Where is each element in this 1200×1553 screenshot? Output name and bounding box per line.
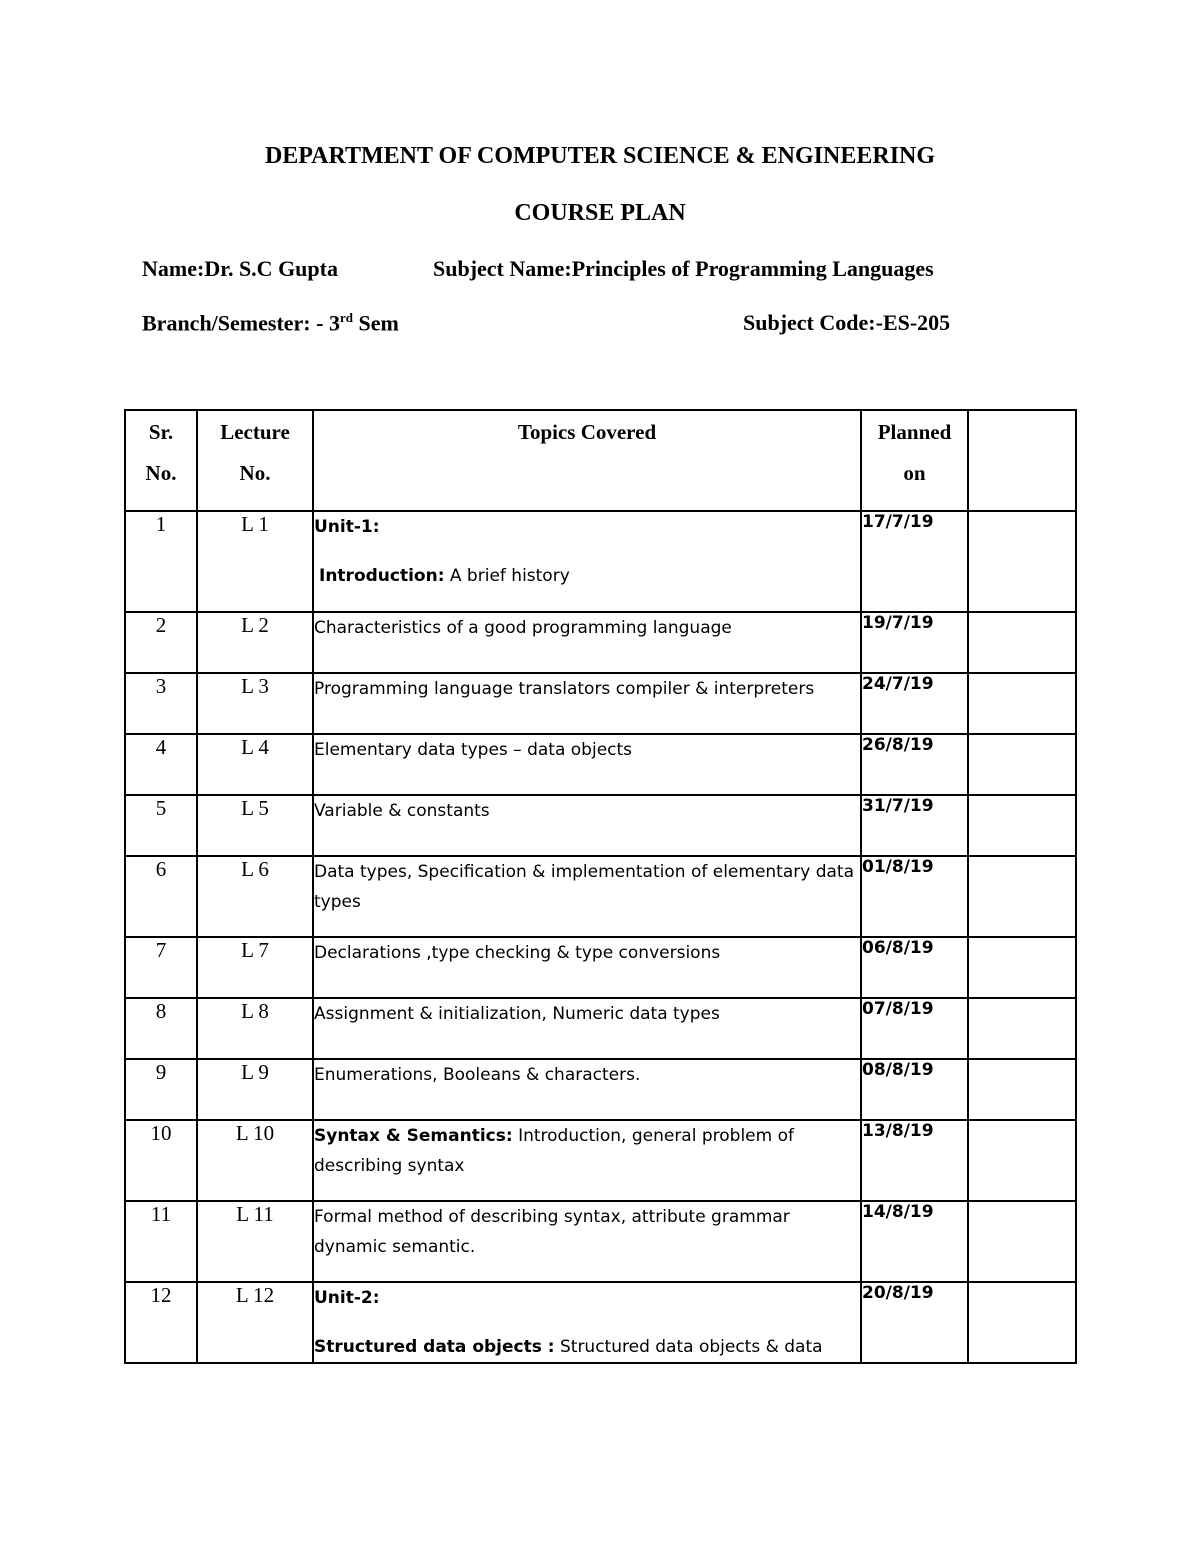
subject-label: Subject Name:	[433, 256, 572, 281]
topic-cell	[313, 511, 861, 612]
course-plan-table	[124, 409, 1077, 1364]
blank-cell	[968, 1201, 1076, 1282]
topic-text	[314, 561, 860, 591]
table-row	[125, 511, 1076, 612]
lecture-no-cell: L 1	[197, 511, 313, 612]
subject-code	[743, 310, 950, 336]
planned-date-cell: 08/8/19	[861, 1059, 968, 1120]
blank-cell	[968, 998, 1076, 1059]
planned-date-cell: 14/8/19	[861, 1201, 968, 1282]
blank-cell	[968, 673, 1076, 734]
planned-date-cell: 19/7/19	[861, 612, 968, 673]
branch-superscript: rd	[339, 310, 353, 325]
lecture-no-cell: L 9	[197, 1059, 313, 1120]
planned-date-cell: 26/8/19	[861, 734, 968, 795]
lecture-no-cell: L 10	[197, 1120, 313, 1201]
table-row	[125, 734, 1076, 795]
table-row	[125, 856, 1076, 937]
table-row	[125, 937, 1076, 998]
topic-cell: Formal method of describing syntax, attribute grammar dynamic semantic.	[313, 1201, 861, 1282]
planned-date-cell: 01/8/19	[861, 856, 968, 937]
sr-no-cell: 9	[125, 1059, 197, 1120]
lecture-no-cell: L 4	[197, 734, 313, 795]
planned-date-cell: 17/7/19	[861, 511, 968, 612]
sr-no-cell: 5	[125, 795, 197, 856]
table-row	[125, 795, 1076, 856]
blank-cell	[968, 1282, 1076, 1363]
sr-no-cell: 6	[125, 856, 197, 937]
sr-no-cell: 12	[125, 1282, 197, 1363]
planned-date-cell: 06/8/19	[861, 937, 968, 998]
blank-cell	[968, 856, 1076, 937]
instructor-name	[142, 256, 338, 282]
topic-body: Structured data objects & data	[554, 1337, 823, 1357]
topic-bold-prefix: Syntax & Semantics:	[314, 1126, 513, 1146]
unit-label: Unit-2:	[314, 1288, 380, 1308]
blank-cell	[968, 612, 1076, 673]
blank-cell	[968, 1120, 1076, 1201]
sr-no-cell: 7	[125, 937, 197, 998]
col-header-planned-on: Planned on	[861, 410, 968, 511]
lecture-no-cell: L 2	[197, 612, 313, 673]
branch-semester	[142, 310, 399, 336]
lecture-no-cell: L 6	[197, 856, 313, 937]
sr-no-cell: 8	[125, 998, 197, 1059]
table-row	[125, 673, 1076, 734]
lecture-no-cell: L 7	[197, 937, 313, 998]
table-row	[125, 1120, 1076, 1201]
topic-cell: Enumerations, Booleans & characters.	[313, 1059, 861, 1120]
table-row	[125, 612, 1076, 673]
topic-cell	[313, 1282, 861, 1363]
sr-no-cell: 11	[125, 1201, 197, 1282]
lecture-no-cell: L 3	[197, 673, 313, 734]
col-header-blank	[968, 410, 1076, 511]
sr-no-cell: 10	[125, 1120, 197, 1201]
topic-body: Introduction, general problem of describing syntax	[314, 1126, 794, 1176]
topic-cell: Elementary data types – data objects	[313, 734, 861, 795]
lecture-no-cell: L 5	[197, 795, 313, 856]
unit-label: Unit-1:	[314, 517, 380, 537]
blank-cell	[968, 795, 1076, 856]
planned-date-cell: 24/7/19	[861, 673, 968, 734]
sr-no-cell: 1	[125, 511, 197, 612]
topic-cell	[313, 1120, 861, 1201]
lecture-no-cell: L 8	[197, 998, 313, 1059]
blank-cell	[968, 1059, 1076, 1120]
table-row	[125, 1282, 1076, 1363]
planned-date-cell: 20/8/19	[861, 1282, 968, 1363]
document-title: COURSE PLAN	[514, 200, 686, 226]
topic-cell: Assignment & initialization, Numeric data types	[313, 998, 861, 1059]
blank-cell	[968, 511, 1076, 612]
lecture-no-cell: L 12	[197, 1282, 313, 1363]
code-value: ES-205	[882, 310, 951, 335]
topic-body: A brief history	[444, 566, 570, 586]
sr-no-cell: 4	[125, 734, 197, 795]
sr-no-cell: 2	[125, 612, 197, 673]
branch-label: Branch/Semester: - 3	[142, 310, 340, 336]
sr-no-cell: 3	[125, 673, 197, 734]
topic-cell: Data types, Specification & implementation of elementary data types	[313, 856, 861, 937]
branch-suffix: Sem	[352, 310, 399, 336]
table-row	[125, 998, 1076, 1059]
planned-date-cell: 31/7/19	[861, 795, 968, 856]
blank-cell	[968, 937, 1076, 998]
topic-cell: Characteristics of a good programming language	[313, 612, 861, 673]
subject-name	[433, 256, 934, 282]
name-value: Dr. S.C Gupta	[204, 256, 338, 281]
topic-cell: Variable & constants	[313, 795, 861, 856]
col-header-sr-no: Sr. No.	[125, 410, 197, 511]
table-header-row	[125, 410, 1076, 511]
topic-text	[314, 1337, 823, 1357]
blank-cell	[968, 734, 1076, 795]
table-row	[125, 1059, 1076, 1120]
department-heading: DEPARTMENT OF COMPUTER SCIENCE & ENGINEERING	[264, 143, 936, 169]
name-label: Name:	[142, 256, 205, 281]
topic-cell: Programming language translators compiler & interpreters	[313, 673, 861, 734]
code-label: Subject Code:-	[743, 310, 883, 335]
topic-bold-prefix: Introduction:	[319, 566, 445, 586]
topic-cell: Declarations ,type checking & type conversions	[313, 937, 861, 998]
topic-bold-prefix: Structured data objects :	[314, 1337, 555, 1357]
table-row	[125, 1201, 1076, 1282]
subject-value: Principles of Programming Languages	[571, 256, 934, 281]
col-header-lecture-no: Lecture No.	[197, 410, 313, 511]
col-header-topics: Topics Covered	[313, 410, 861, 511]
lecture-no-cell: L 11	[197, 1201, 313, 1282]
planned-date-cell: 13/8/19	[861, 1120, 968, 1201]
planned-date-cell: 07/8/19	[861, 998, 968, 1059]
